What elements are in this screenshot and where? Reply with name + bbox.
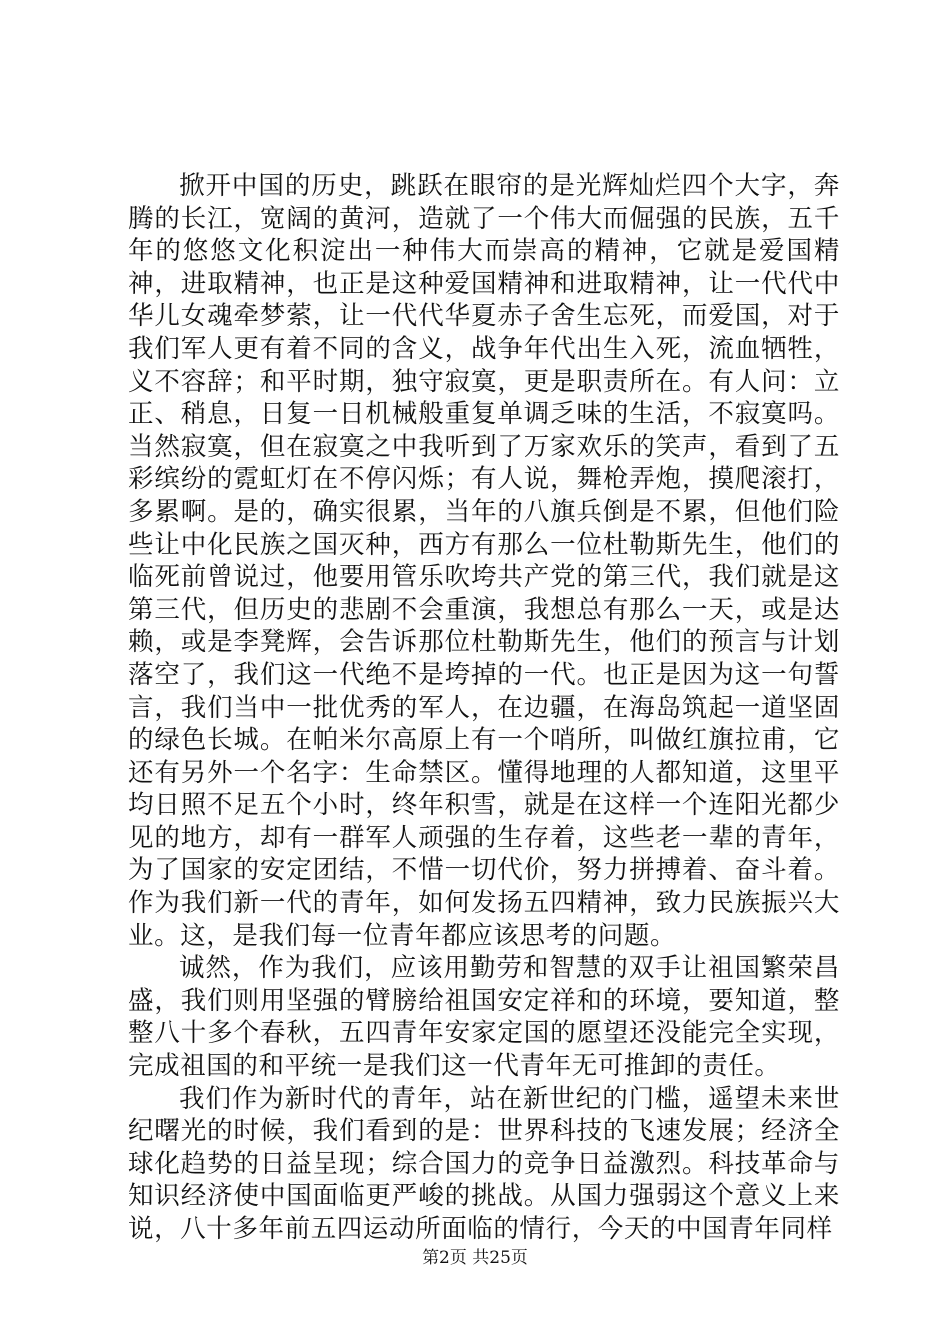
- document-body: [128, 170, 840, 1246]
- paragraph-3: 我们作为新时代的青年，站在新世纪的门槛，遥望未来世纪曙光的时候，我们看到的是：世界科技的飞速发展；经济全球化趋势的日益呈现；综合国力的竞争日益激烈。科技革命与知识经济使中国面临更严峻的挑战。从国力强弱这个意义上来说，八十多年前五四运动所面临的情行，今天的中国青年同样: [128, 1083, 840, 1244]
- page-footer: 第2页 共25页: [422, 1248, 528, 1268]
- paragraph-2: 诚然，作为我们，应该用勤劳和智慧的双手让祖国繁荣昌盛，我们则用坚强的臂膀给祖国安定祥和的环境，要知道，整整八十多个春秋，五四青年安家定国的愿望还没能完全实现，完成祖国的和平统一是我们这一代青年无可推卸的责任。: [128, 953, 840, 1082]
- paragraph-1: 掀开中国的历史，跳跃在眼帘的是光辉灿烂四个大字，奔腾的长江，宽阔的黄河，造就了一个伟大而倔强的民族，五千年的悠悠文化积淀出一种伟大而崇高的精神，它就是爱国精神，进取精神，也正是这种爱国精神和进取精神，让一代代中华儿女魂牵梦萦，让一代代华夏赤子舍生忘死，而爱国，对于我们军人更有着不同的含义，战争年代出生入死，流血牺牲，义不容辞；和平时期，独守寂寞，更是职责所在。有人问：立正、稍息，日复一日机械般重复单调乏味的生活，不寂寞吗。当然寂寞，但在寂寞之中我听到了万家欢乐的笑声，看到了五彩缤纷的霓虹灯在不停闪烁；有人说，舞枪弄炮，摸爬滚打，多累啊。是的，确实很累，当年的八旗兵倒是不累，但他们险些让中化民族之国灭种，西方有那么一位杜勒斯先生，他们的临死前曾说过，他要用管乐吹垮共产党的第三代，我们就是这第三代，但历史的悲剧不会重演，我想总有那么一天，或是达赖，或是李凳辉，会告诉那位杜勒斯先生，他们的预言与计划落空了，我们这一代绝不是垮掉的一代。也正是因为这一句誓言，我们当中一批优秀的军人，在边疆，在海岛筑起一道坚固的绿色长城。在帕米尔高原上有一个哨所，叫做红旗拉甫，它还有另外一个名字：生命禁区。懂得地理的人都知道，这里平均日照不足五个小时，终年积雪，就是在这样一个连阳光都少见的地方，却有一群军人顽强的生存着，这些老一辈的青年，为了国家的安定团结，不惜一切代价，努力拼搏着、奋斗着。作为我们新一代的青年，如何发扬五四精神，致力民族振兴大业。这，是我们每一位青年都应该思考的问题。: [128, 171, 840, 951]
